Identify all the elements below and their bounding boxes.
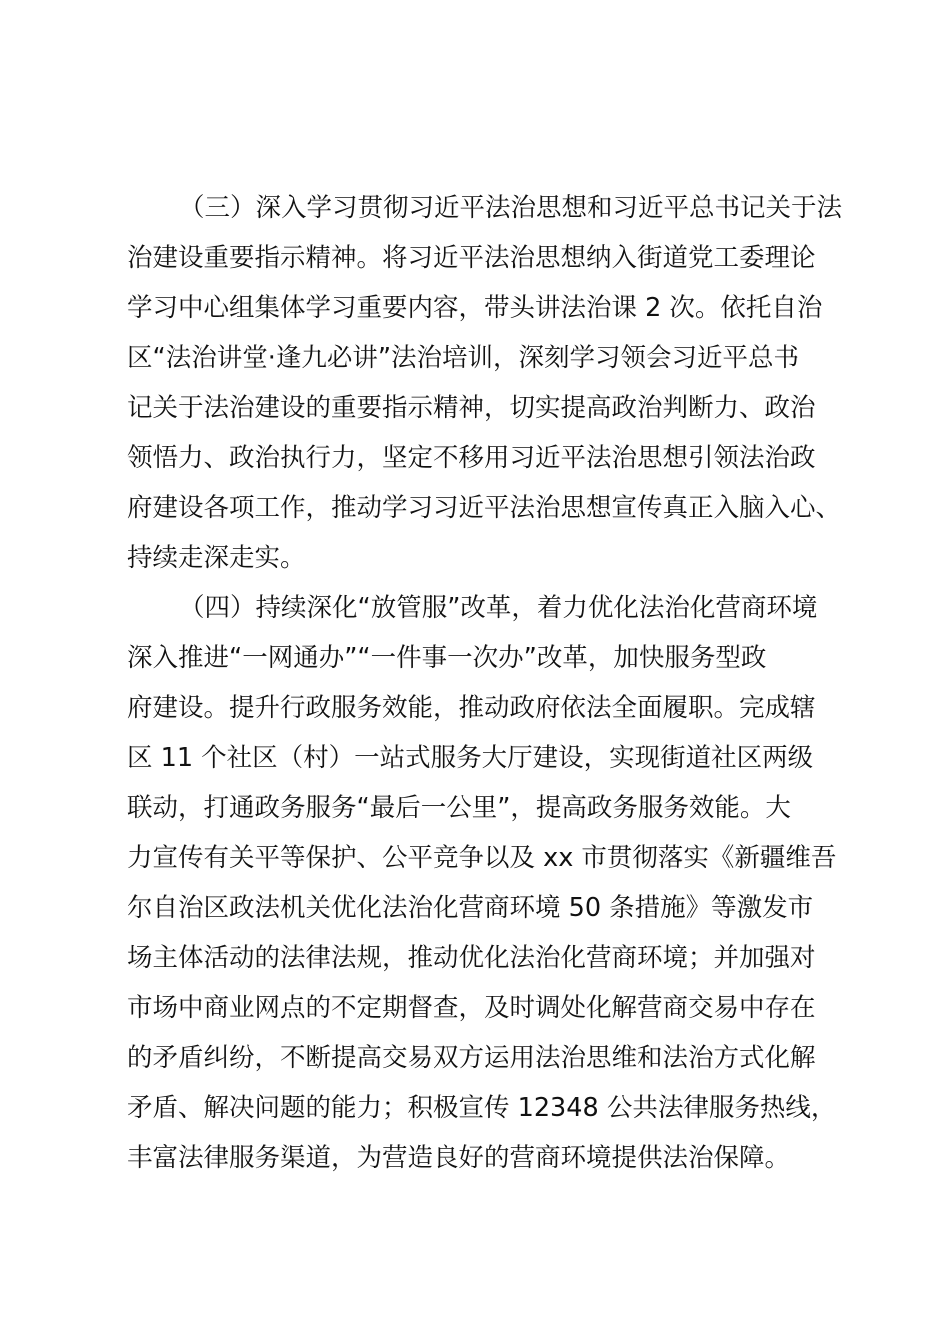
paragraph-line: 的矛盾纠纷，不断提高交易双方运用法治思维和法治方式化解 [127, 1043, 816, 1073]
paragraph-line: 区“法治讲堂·逢九必讲”法治培训，深刻学习领会习近平总书 [127, 343, 800, 373]
document-body [127, 183, 843, 1183]
paragraph-line: 深入推进“一网通办”“一件事一次办”改革，加快服务型政 [127, 643, 767, 673]
paragraph-line: 记关于法治建设的重要指示精神，切实提高政治判断力、政治 [127, 393, 816, 423]
paragraph-line: 联动，打通政务服务“最后一公里”，提高政务服务效能。大 [127, 793, 791, 823]
paragraph-line: 力宣传有关平等保护、公平竞争以及 xx 市贯彻落实《新疆维吾 [127, 843, 837, 873]
paragraph-line: 市场中商业网点的不定期督查，及时调处化解营商交易中存在 [127, 993, 816, 1023]
paragraph-line: 领悟力、政治执行力，坚定不移用习近平法治思想引领法治政 [127, 443, 816, 473]
paragraph-line: 府建设。提升行政服务效能，推动政府依法全面履职。完成辖 [127, 693, 816, 723]
paragraph-section-four [127, 583, 837, 1183]
paragraph-line: 治建设重要指示精神。将习近平法治思想纳入街道党工委理论 [127, 243, 816, 273]
paragraph-line: 区 11 个社区（村）一站式服务大厅建设，实现街道社区两级 [127, 743, 814, 773]
paragraph-line: 持续走深走实。 [127, 543, 306, 573]
paragraph-line: 府建设各项工作，推动学习习近平法治思想宣传真正入脑入心、 [127, 493, 842, 523]
paragraph-line: （四）持续深化“放管服”改革，着力优化法治化营商环境 [179, 593, 818, 623]
paragraph-line: （三）深入学习贯彻习近平法治思想和习近平总书记关于法 [179, 193, 843, 223]
paragraph-section-three [127, 183, 843, 583]
paragraph-line: 场主体活动的法律法规，推动优化法治化营商环境；并加强对 [127, 943, 816, 973]
paragraph-line: 尔自治区政法机关优化法治化营商环境 50 条措施》等激发市 [127, 893, 814, 923]
paragraph-line: 学习中心组集体学习重要内容，带头讲法治课 2 次。依托自治 [127, 293, 823, 323]
paragraph-line: 矛盾、解决问题的能力；积极宣传 12348 公共法律服务热线， [127, 1093, 837, 1123]
paragraph-line: 丰富法律服务渠道，为营造良好的营商环境提供法治保障。 [127, 1143, 791, 1173]
